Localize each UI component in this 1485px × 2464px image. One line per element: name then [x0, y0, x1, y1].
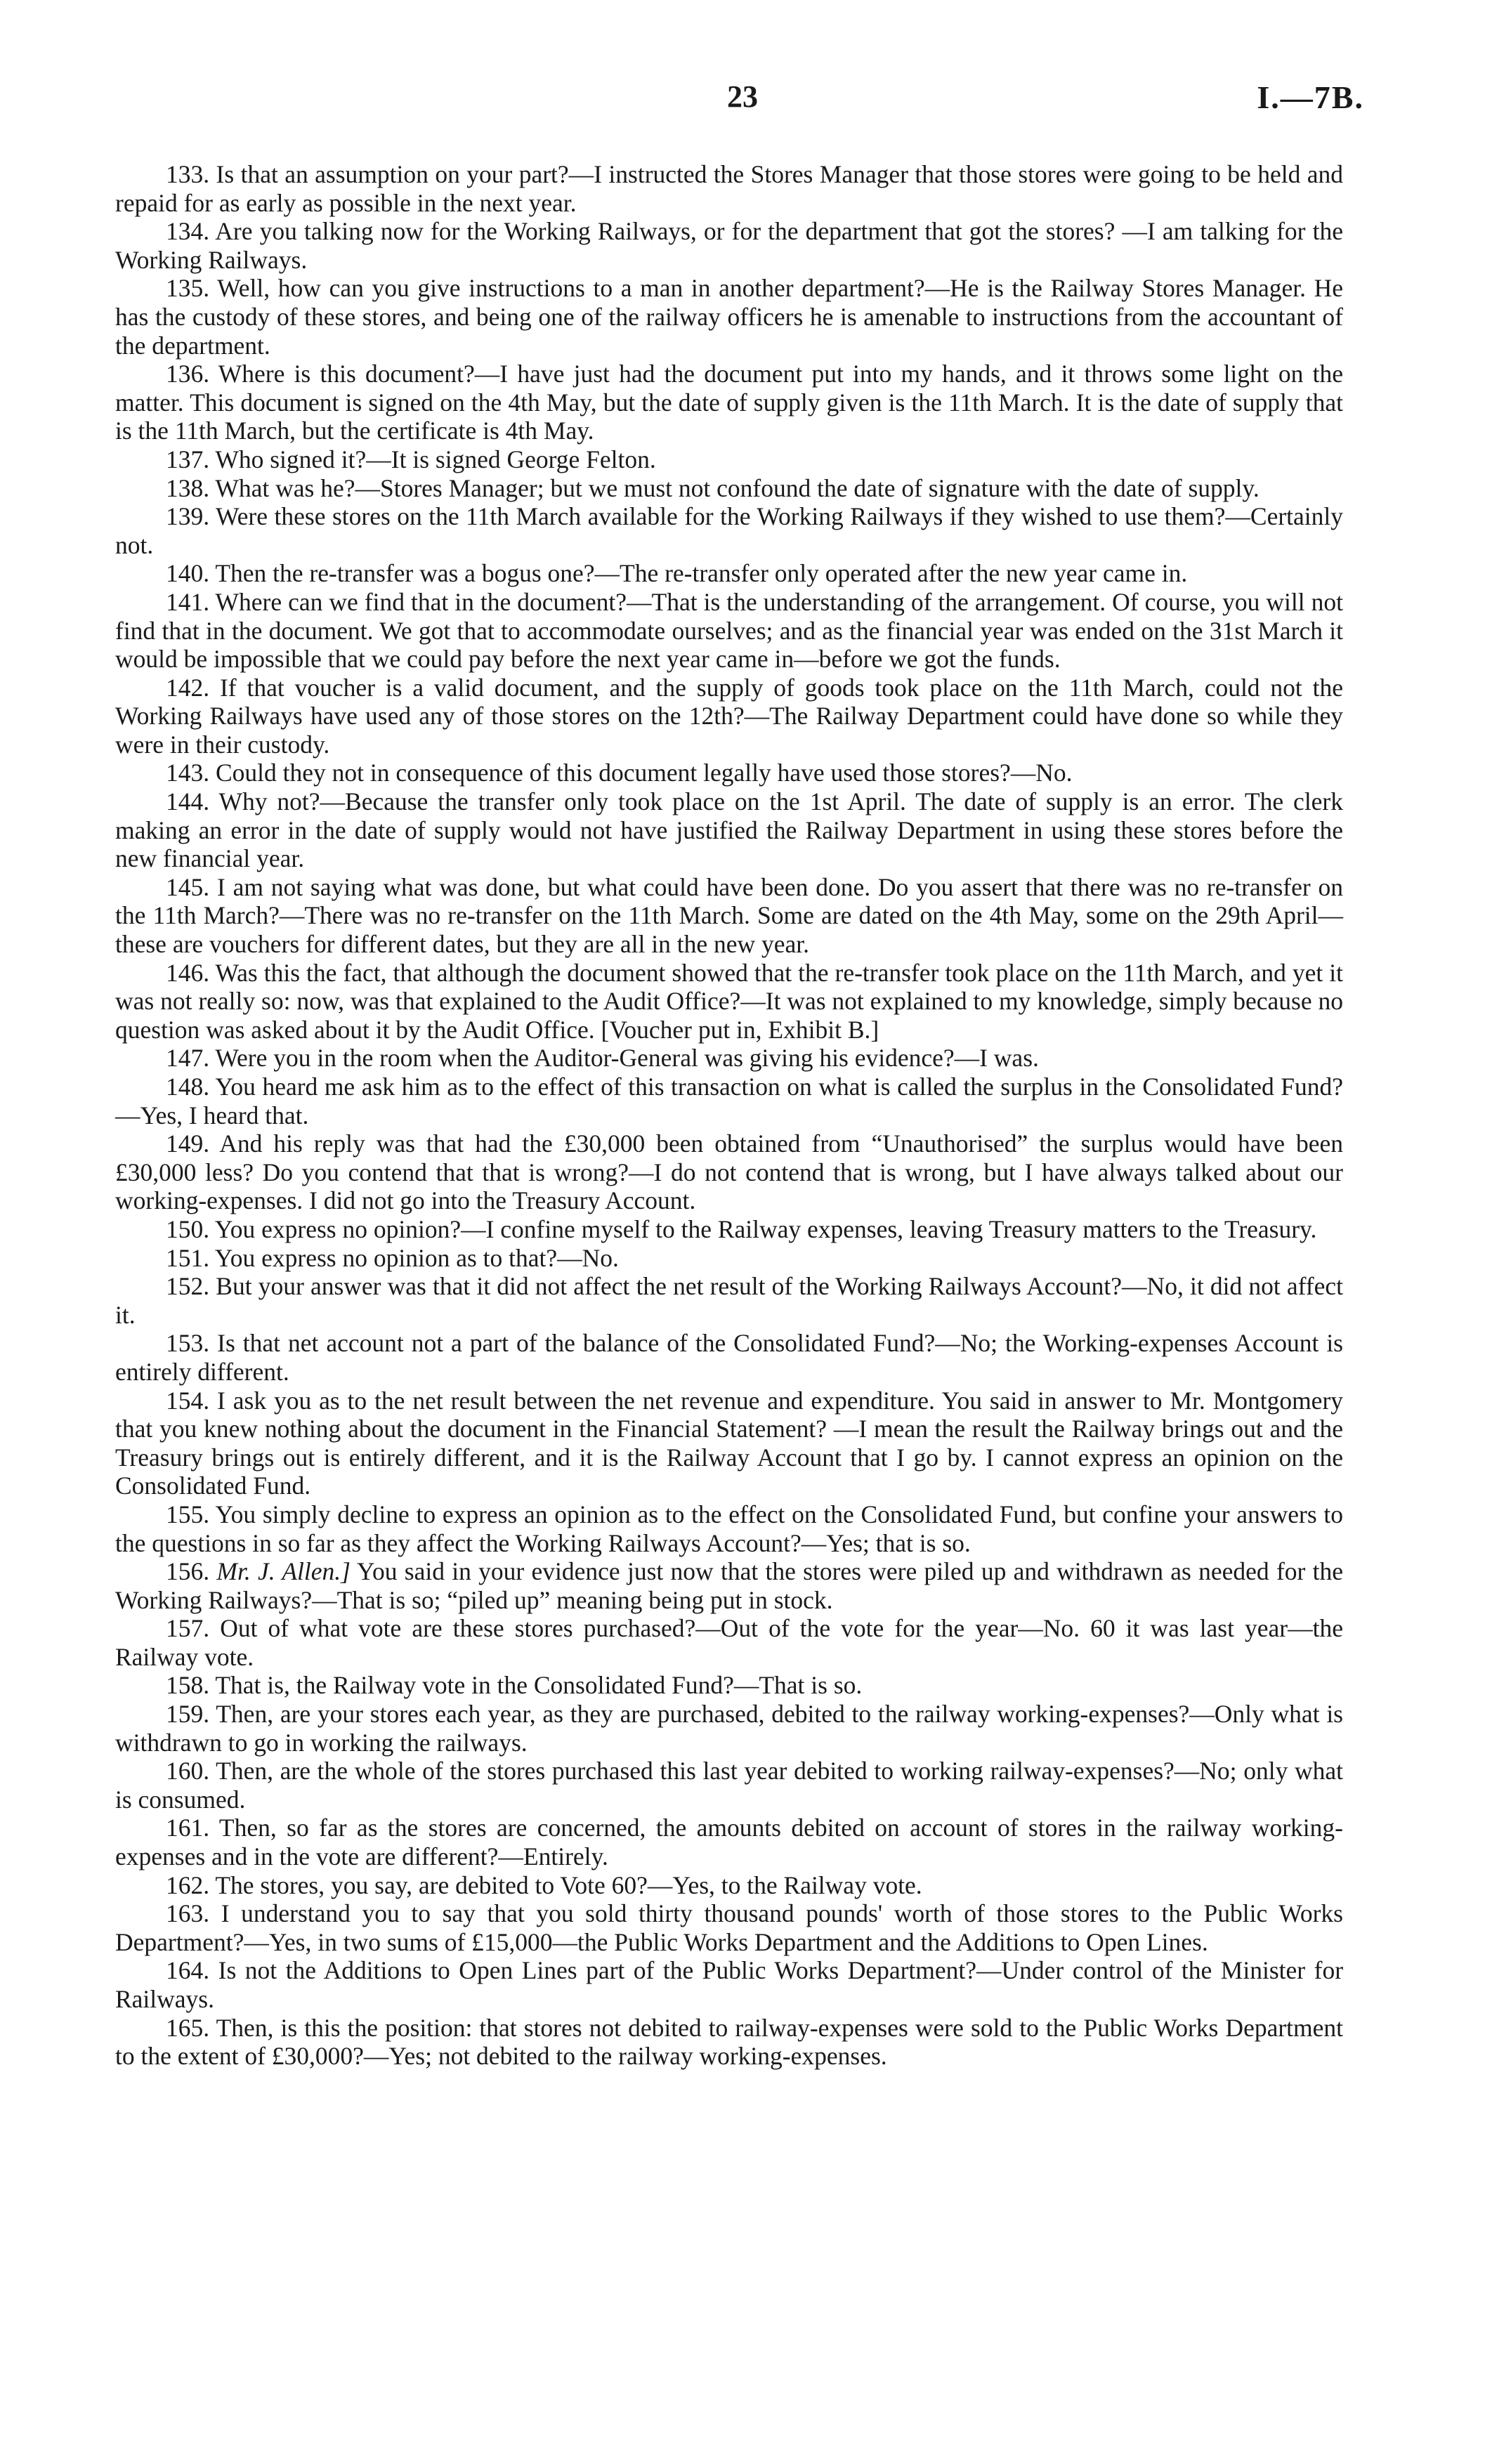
evidence-item [115, 360, 1343, 445]
evidence-item [115, 674, 1343, 759]
question-number: 162. [166, 1870, 210, 1899]
question-answer-text: Who signed it?—It is signed George Felton. [215, 445, 656, 473]
question-number: 136. [166, 360, 210, 388]
evidence-item [115, 2014, 1343, 2071]
evidence-item [115, 160, 1343, 217]
question-answer-text: And his reply was that had the £30,000 been obtained from “Unauthorised” the surplus would have been £30,000 less? Do you contend that that is wrong?—I do not contend that is wrong, but I have always talked about our working-expenses. I did not go into the Treasury Account. [115, 1129, 1344, 1215]
question-number: 141. [166, 587, 210, 616]
question-answer-text: That is, the Railway vote in the Consolidated Fund?—That is so. [215, 1671, 863, 1700]
evidence-item [115, 1614, 1343, 1671]
evidence-item [115, 873, 1343, 959]
evidence-item [115, 1557, 1343, 1614]
evidence-item [115, 1956, 1343, 2013]
question-answer-text: Were these stores on the 11th March available for the Working Railways if they wished to use them?—Certainly not. [115, 502, 1344, 559]
question-answer-text: I understand you to say that you sold thirty thousand pounds' worth of those stores to the Public Works Department?—Yes, in two sums of £15,000—the Public Works Department and the Additions to Open Lines. [115, 1899, 1344, 1956]
evidence-item [115, 445, 1343, 474]
question-number: 135. [166, 274, 210, 303]
evidence-item [115, 588, 1343, 674]
evidence-item [115, 1700, 1343, 1757]
question-number: 157. [166, 1614, 210, 1643]
question-answer-text: Could they not in consequence of this document legally have used those stores?—No. [216, 759, 1073, 787]
evidence-body [115, 160, 1343, 2071]
question-number: 154. [166, 1386, 210, 1415]
question-number: 150. [166, 1214, 210, 1243]
evidence-item [115, 1044, 1343, 1073]
evidence-item [115, 759, 1343, 787]
evidence-item [115, 559, 1343, 588]
question-number: 158. [166, 1671, 210, 1700]
question-answer-text: Where can we find that in the document?—That is the understanding of the arrangement. Of course, you will not find that in the document. We got that to accommodate ourselves; and as the financial year was ended on the 31st March it would be impossible that we could pay before the next year came in—before we got the funds. [115, 587, 1343, 674]
evidence-item [115, 1129, 1343, 1215]
question-answer-text: You simply decline to express an opinion as to the effect on the Consolidated Fund, but confine your answers to the questions in so far as they affect the Working Railways Account?—Yes; that is so. [115, 1500, 1343, 1557]
evidence-item [115, 1329, 1343, 1386]
question-answer-text: You said in your evidence just now that the stores were piled up and withdrawn as needed for the Working Railways?—That is so; “piled up” meaning being put in stock. [115, 1557, 1344, 1614]
question-number: 160. [166, 1757, 210, 1785]
question-answer-text: Were you in the room when the Auditor-General was giving his evidence?—I was. [215, 1044, 1039, 1073]
evidence-item [115, 502, 1343, 559]
evidence-item [115, 274, 1343, 360]
question-number: 140. [166, 559, 210, 588]
question-number: 156. [166, 1557, 210, 1586]
question-answer-text: Is not the Additions to Open Lines part of the Public Works Department?—Under control of the Minister for Railways. [115, 1956, 1344, 2013]
evidence-item [115, 787, 1343, 873]
question-number: 161. [166, 1814, 210, 1842]
question-number: 145. [166, 872, 210, 901]
question-number: 137. [166, 445, 210, 473]
question-answer-text: The stores, you say, are debited to Vote 60?—Yes, to the Railway vote. [215, 1870, 922, 1899]
question-number: 149. [166, 1129, 210, 1158]
question-answer-text: Then, so far as the stores are concerned, the amounts debited on account of stores in the railway working-expenses and in the vote are different?—Entirely. [115, 1814, 1343, 1871]
question-answer-text: Where is this document?—I have just had the document put into my hands, and it throws some light on the matter. This document is signed on the 4th May, but the date of supply given is the 11th March. It is the date of supply that is the 11th March, but the certificate is 4th May. [115, 360, 1344, 445]
question-number: 153. [166, 1329, 210, 1358]
question-answer-text: Are you talking now for the Working Railways, or for the department that got the stores? —I am talking for the Working Railways. [115, 217, 1343, 274]
question-number: 138. [166, 473, 210, 502]
question-answer-text: You express no opinion as to that?—No. [214, 1243, 619, 1272]
speaker-name: Mr. J. Allen.] [216, 1557, 351, 1586]
evidence-item [115, 959, 1343, 1044]
question-number: 164. [166, 1956, 210, 1985]
question-number: 133. [166, 160, 210, 188]
evidence-item [115, 1671, 1343, 1700]
question-number: 134. [166, 217, 210, 246]
evidence-item [115, 1272, 1343, 1329]
question-number: 151. [166, 1243, 210, 1272]
question-answer-text: What was he?—Stores Manager; but we must not confound the date of signature with the date of supply. [215, 473, 1260, 502]
question-answer-text: I am not saying what was done, but what could have been done. Do you assert that there was no re-transfer on the 11th March?—There was no re-transfer on the 11th March. Some are dated on the 4th May, some on the 29th April—these are vouchers for different dates, but they are all in the new year. [115, 872, 1343, 959]
evidence-item [115, 1073, 1343, 1129]
question-number: 144. [166, 787, 210, 816]
question-number: 142. [166, 673, 210, 702]
evidence-item [115, 217, 1343, 274]
question-answer-text: You heard me ask him as to the effect of this transaction on what is called the surplus in the Consolidated Fund?—Yes, I heard that. [115, 1073, 1344, 1129]
question-answer-text: Well, how can you give instructions to a man in another department?—He is the Railway Stores Manager. He has the custody of these stores, and being one of the railway officers he is amenable to instructions from the accountant of the department. [115, 274, 1344, 360]
question-number: 147. [166, 1044, 210, 1073]
document-reference: I.—7B. [1257, 79, 1364, 115]
question-answer-text: Why not?—Because the transfer only took place on the 1st April. The date of supply is an error. The clerk making an error in the date of supply would not have justified the Railway Department in using these stores before the new financial year. [115, 787, 1344, 873]
evidence-item [115, 1814, 1343, 1870]
evidence-item [115, 1757, 1343, 1814]
question-number: 143. [166, 759, 210, 787]
question-answer-text: Then, are your stores each year, as they are purchased, debited to the railway working-expenses?—Only what is withdrawn to go in working the railways. [115, 1700, 1343, 1757]
question-answer-text: Is that net account not a part of the balance of the Consolidated Fund?—No; the Working-expenses Account is entirely different. [115, 1329, 1344, 1386]
question-number: 165. [166, 2013, 210, 2042]
question-number: 146. [166, 958, 210, 987]
question-answer-text: Is that an assumption on your part?—I instructed the Stores Manager that those stores were going to be held and repaid for as early as possible in the next year. [115, 160, 1344, 217]
question-answer-text: Out of what vote are these stores purchased?—Out of the vote for the year—No. 60 it was last year—the Railway vote. [115, 1614, 1343, 1671]
question-number: 139. [166, 502, 210, 531]
question-number: 163. [166, 1899, 210, 1928]
question-answer-text: Then, is this the position: that stores not debited to railway-expenses were sold to the Public Works Department to the extent of £30,000?—Yes; not debited to the railway working-expenses. [115, 2013, 1344, 2071]
page-header [0, 79, 1485, 121]
evidence-item [115, 1871, 1343, 1900]
evidence-item [115, 1387, 1343, 1500]
evidence-item [115, 1215, 1343, 1244]
question-answer-text: But your answer was that it did not affect the net result of the Working Railways Account?—No, it did not affect it. [115, 1272, 1344, 1329]
question-answer-text: Was this the fact, that although the document showed that the re-transfer took place on the 11th March, and yet it was not really so: now, was that explained to the Audit Office?—It was not explained to my knowledge, simply because no question was asked about it by the Audit Office. [Voucher put in, Exhibit B.] [115, 958, 1343, 1044]
evidence-item [115, 474, 1343, 503]
evidence-item [115, 1244, 1343, 1273]
question-number: 152. [166, 1272, 210, 1301]
question-answer-text: If that voucher is a valid document, and the supply of goods took place on the 11th March, could not the Working Railways have used any of those stores on the 12th?—The Railway Department could have done so while they were in their custody. [115, 673, 1343, 759]
question-number: 148. [166, 1073, 210, 1101]
question-answer-text: I ask you as to the net result between the net revenue and expenditure. You said in answer to Mr. Montgomery that you knew nothing about the document in the Financial Statement? —I mean the result the Railway brings out and the Treasury brings out is entirely different, and it is the Railway Account that I go by. I cannot express an opinion on the Consolidated Fund. [115, 1386, 1344, 1500]
evidence-item [115, 1500, 1343, 1557]
evidence-item [115, 1899, 1343, 1956]
question-number: 155. [166, 1500, 210, 1528]
question-number: 159. [166, 1700, 210, 1729]
page-number: 23 [727, 79, 758, 114]
question-answer-text: Then, are the whole of the stores purchased this last year debited to working railway-expenses?—No; only what is consumed. [115, 1757, 1343, 1814]
question-answer-text: Then the re-transfer was a bogus one?—The re-transfer only operated after the new year came in. [215, 559, 1188, 588]
question-answer-text: You express no opinion?—I confine myself to the Railway expenses, leaving Treasury matters to the Treasury. [214, 1214, 1317, 1243]
